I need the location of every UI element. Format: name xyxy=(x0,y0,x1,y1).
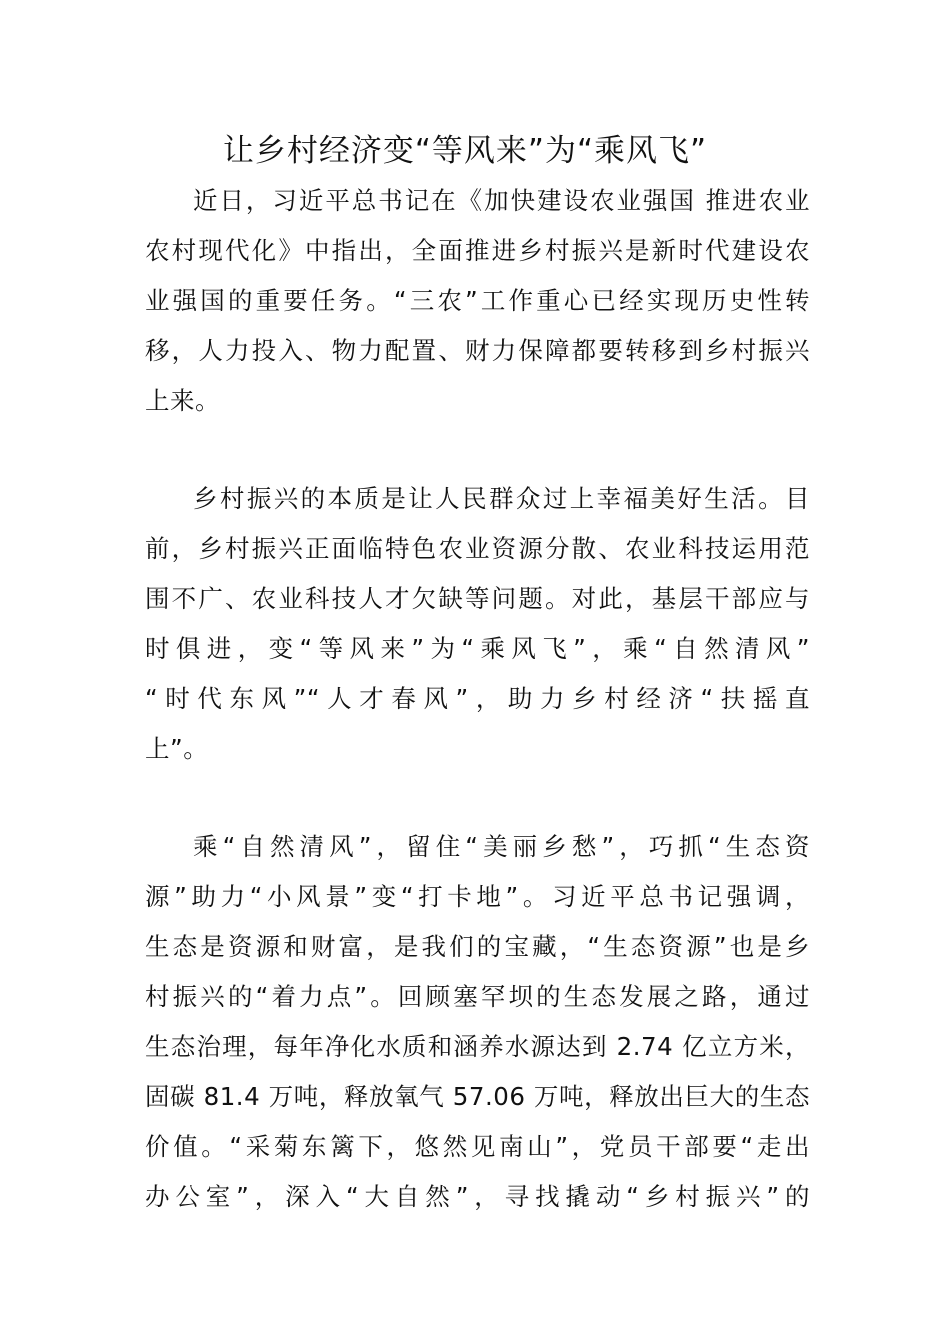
paragraph-1-line-3: 业强国的重要任务。“三农”工作重心已经实现历史性转 xyxy=(145,286,810,315)
paragraph-3-line-4: 村振兴的“着力点”。回顾塞罕坝的生态发展之路，通过 xyxy=(145,982,810,1011)
paragraph-2-line-6: 上”。 xyxy=(145,734,209,763)
paragraph-2-line-2: 前，乡村振兴正面临特色农业资源分散、农业科技运用范 xyxy=(145,534,810,563)
paragraph-3-line-6: 固碳 81.4 万吨，释放氧气 57.06 万吨，释放出巨大的生态 xyxy=(145,1082,810,1111)
paragraph-1-line-2: 农村现代化》中指出，全面推进乡村振兴是新时代建设农 xyxy=(145,236,810,265)
article-title: 让乡村经济变“等风来”为“乘风飞” xyxy=(222,133,708,169)
paragraph-2-line-3: 围不广、农业科技人才欠缺等问题。对此，基层干部应与 xyxy=(145,584,810,613)
paragraph-3-line-1: 乘“自然清风”，留住“美丽乡愁”，巧抓“生态资 xyxy=(193,832,810,861)
paragraph-3-line-8: 办公室”，深入“大自然”，寻找撬动“乡村振兴”的 xyxy=(145,1182,810,1211)
paragraph-3-line-7: 价值。“采菊东篱下，悠然见南山”，党员干部要“走出 xyxy=(145,1132,810,1161)
paragraph-3-line-3: 生态是资源和财富，是我们的宝藏，“生态资源”也是乡 xyxy=(145,932,810,961)
paragraph-3-line-5: 生态治理，每年净化水质和涵养水源达到 2.74 亿立方米， xyxy=(145,1032,810,1061)
paragraph-2-line-5: “时代东风”“人才春风”，助力乡村经济“扶摇直 xyxy=(145,684,810,713)
paragraph-1-line-1: 近日，习近平总书记在《加快建设农业强国 推进农业 xyxy=(193,186,810,215)
paragraph-3-line-2: 源”助力“小风景”变“打卡地”。习近平总书记强调， xyxy=(145,882,810,911)
paragraph-2-line-1: 乡村振兴的本质是让人民群众过上幸福美好生活。目 xyxy=(193,484,810,513)
paragraph-2-line-4: 时俱进，变“等风来”为“乘风飞”，乘“自然清风” xyxy=(145,634,810,663)
paragraph-1-line-5: 上来。 xyxy=(145,386,220,415)
paragraph-1-line-4: 移，人力投入、物力配置、财力保障都要转移到乡村振兴 xyxy=(145,336,810,365)
